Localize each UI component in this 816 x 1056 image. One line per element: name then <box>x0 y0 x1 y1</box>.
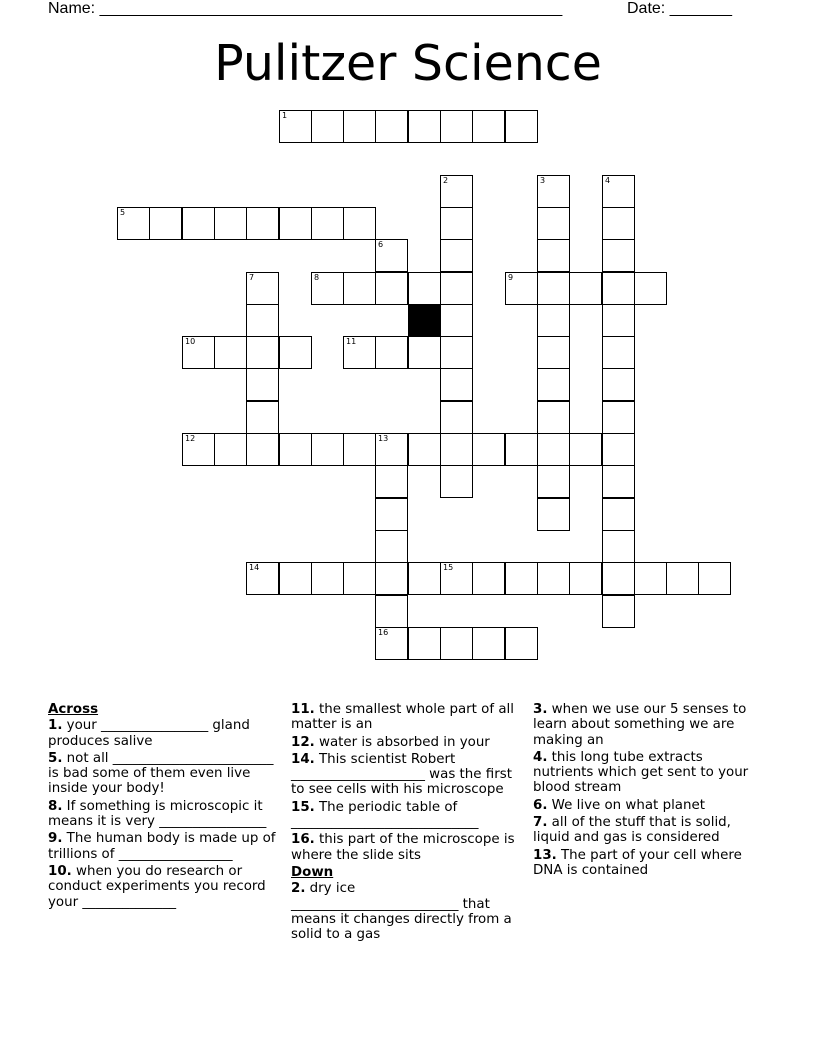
across-heading: Across <box>48 702 99 717</box>
clue-down-13: 13. The part of your cell where DNA is contained <box>533 847 742 878</box>
grid-cell[interactable] <box>440 401 473 434</box>
grid-cell[interactable] <box>246 368 279 401</box>
grid-cell[interactable] <box>182 336 215 369</box>
grid-cell[interactable] <box>602 595 635 628</box>
clue-number: 8 <box>314 273 320 282</box>
grid-cell[interactable] <box>602 207 635 240</box>
grid-cell[interactable] <box>343 110 376 143</box>
clue-down-3: 3. when we use our 5 senses to learn about something we are making an <box>533 702 747 748</box>
clue-number: 9 <box>508 273 514 282</box>
grid-cell[interactable] <box>505 627 538 660</box>
grid-cell[interactable] <box>602 433 635 466</box>
grid-cell[interactable] <box>505 433 538 466</box>
grid-cell[interactable] <box>408 110 441 143</box>
grid-cell[interactable] <box>375 530 408 563</box>
grid-cell[interactable] <box>602 562 635 595</box>
grid-cell[interactable] <box>505 562 538 595</box>
clue-down-6: 6. We live on what planet <box>533 797 705 813</box>
grid-cell[interactable] <box>311 562 344 595</box>
grid-cell[interactable] <box>472 562 505 595</box>
grid-cell[interactable] <box>537 239 570 272</box>
grid-cell[interactable] <box>214 336 247 369</box>
grid-cell[interactable] <box>214 433 247 466</box>
grid-cell[interactable] <box>408 336 441 369</box>
grid-cell[interactable] <box>537 304 570 337</box>
grid-cell[interactable] <box>440 433 473 466</box>
grid-cell[interactable] <box>505 110 538 143</box>
grid-cell[interactable] <box>602 530 635 563</box>
clue-down-4: 4. this long tube extracts nutrients which get sent to your blood stream <box>533 749 749 796</box>
black-cell <box>408 304 441 337</box>
grid-cell[interactable] <box>472 110 505 143</box>
clue-across-8: 8. If something is microscopic it means it is very ________________ <box>48 798 267 830</box>
clue-number: 3 <box>540 176 546 185</box>
grid-cell[interactable] <box>537 272 570 305</box>
grid-cell[interactable] <box>537 465 570 498</box>
grid-cell[interactable] <box>440 207 473 240</box>
grid-cell[interactable] <box>375 433 408 466</box>
grid-cell[interactable] <box>698 562 731 595</box>
grid-cell[interactable] <box>569 272 602 305</box>
grid-cell[interactable] <box>279 207 312 240</box>
grid-cell[interactable] <box>375 336 408 369</box>
grid-cell[interactable] <box>472 433 505 466</box>
clue-across-10: 10. when you do research or conduct experiments you record your ______________ <box>48 863 266 910</box>
grid-cell[interactable] <box>343 207 376 240</box>
grid-cell[interactable] <box>375 627 408 660</box>
grid-cell[interactable] <box>343 336 376 369</box>
grid-cell[interactable] <box>602 465 635 498</box>
grid-cell[interactable] <box>408 627 441 660</box>
clue-number: 1 <box>282 111 288 120</box>
clues-column-3 <box>533 702 763 880</box>
grid-cell[interactable] <box>602 368 635 401</box>
grid-cell[interactable] <box>311 433 344 466</box>
grid-cell[interactable] <box>666 562 699 595</box>
grid-cell[interactable] <box>472 627 505 660</box>
page-title: Pulitzer Science <box>214 35 602 92</box>
grid-cell[interactable] <box>602 304 635 337</box>
clue-across-15: 15. The periodic table of ____________________________ <box>291 799 479 831</box>
grid-cell[interactable] <box>569 433 602 466</box>
grid-cell[interactable] <box>311 110 344 143</box>
grid-cell[interactable] <box>634 272 667 305</box>
grid-cell[interactable] <box>246 304 279 337</box>
grid-cell[interactable] <box>408 433 441 466</box>
clue-number: 12 <box>185 434 196 443</box>
grid-cell[interactable] <box>602 272 635 305</box>
grid-cell[interactable] <box>634 562 667 595</box>
grid-cell[interactable] <box>246 272 279 305</box>
grid-cell[interactable] <box>375 239 408 272</box>
grid-cell[interactable] <box>246 562 279 595</box>
grid-cell[interactable] <box>311 272 344 305</box>
grid-cell[interactable] <box>537 207 570 240</box>
grid-cell[interactable] <box>279 433 312 466</box>
grid-cell[interactable] <box>182 433 215 466</box>
down-heading: Down <box>291 864 334 880</box>
grid-cell[interactable] <box>602 239 635 272</box>
clues-column-2 <box>291 702 521 944</box>
grid-cell[interactable] <box>375 562 408 595</box>
clue-number: 4 <box>605 176 611 185</box>
grid-cell[interactable] <box>375 595 408 628</box>
grid-cell[interactable] <box>537 498 570 531</box>
grid-cell[interactable] <box>117 207 150 240</box>
grid-cell[interactable] <box>408 272 441 305</box>
grid-cell[interactable] <box>182 207 215 240</box>
clues-column-1 <box>48 702 276 912</box>
grid-cell[interactable] <box>602 336 635 369</box>
grid-cell[interactable] <box>279 562 312 595</box>
grid-cell[interactable] <box>440 627 473 660</box>
grid-cell[interactable] <box>569 562 602 595</box>
grid-cell[interactable] <box>214 207 247 240</box>
grid-cell[interactable] <box>602 498 635 531</box>
grid-cell[interactable] <box>279 336 312 369</box>
grid-cell[interactable] <box>440 304 473 337</box>
grid-cell[interactable] <box>537 401 570 434</box>
grid-cell[interactable] <box>537 336 570 369</box>
grid-cell[interactable] <box>440 465 473 498</box>
grid-cell[interactable] <box>246 336 279 369</box>
grid-cell[interactable] <box>440 336 473 369</box>
clue-down-7: 7. all of the stuff that is solid, liquid and gas is considered <box>533 815 731 846</box>
grid-cell[interactable] <box>375 465 408 498</box>
clue-across-9: 9. The human body is made up of trillions of _________________ <box>48 831 276 862</box>
grid-cell[interactable] <box>440 175 473 208</box>
clue-across-1: 1. your ________________ gland produces salive <box>48 718 250 749</box>
grid-cell[interactable] <box>279 110 312 143</box>
clue-number: 13 <box>378 434 389 443</box>
clue-number: 7 <box>249 273 255 282</box>
grid-cell[interactable] <box>149 207 182 240</box>
grid-cell[interactable] <box>246 433 279 466</box>
grid-cell[interactable] <box>505 272 538 305</box>
grid-cell[interactable] <box>343 272 376 305</box>
clue-number: 6 <box>378 240 384 249</box>
clue-across-5: 5. not all ________________________ is bad some of them even live inside your body! <box>48 750 274 797</box>
grid-cell[interactable] <box>343 562 376 595</box>
clue-across-11: 11. the smallest whole part of all matter is an <box>291 702 514 733</box>
clue-number: 15 <box>443 563 454 572</box>
grid-cell[interactable] <box>537 175 570 208</box>
grid-cell[interactable] <box>311 207 344 240</box>
clue-across-12: 12. water is absorbed in your <box>291 734 490 750</box>
clue-number: 10 <box>185 337 196 346</box>
clue-across-16: 16. this part of the microscope is where the slide sits <box>291 832 515 863</box>
clue-across-14: 14. This scientist Robert ____________________ was the first to see cells with his microscope <box>291 751 512 798</box>
grid-cell[interactable] <box>440 239 473 272</box>
clue-down-2: 2. dry ice _________________________ that means it changes directly from a solid to a gas <box>291 881 512 943</box>
clue-number: 5 <box>120 208 126 217</box>
clue-number: 16 <box>378 628 389 637</box>
grid-cell[interactable] <box>537 433 570 466</box>
grid-cell[interactable] <box>602 175 635 208</box>
grid-cell[interactable] <box>246 207 279 240</box>
grid-cell[interactable] <box>440 272 473 305</box>
grid-cell[interactable] <box>440 110 473 143</box>
grid-cell[interactable] <box>602 401 635 434</box>
clue-number: 2 <box>443 176 449 185</box>
grid-cell[interactable] <box>375 498 408 531</box>
date-field[interactable]: Date: _______ <box>627 0 732 17</box>
grid-cell[interactable] <box>375 272 408 305</box>
clue-number: 14 <box>249 563 260 572</box>
grid-cell[interactable] <box>537 562 570 595</box>
clue-number: 11 <box>346 337 357 346</box>
grid-cell[interactable] <box>343 433 376 466</box>
grid-cell[interactable] <box>246 401 279 434</box>
grid-cell[interactable] <box>440 368 473 401</box>
grid-cell[interactable] <box>440 562 473 595</box>
name-field[interactable]: Name: ____________________________________________________ <box>48 0 563 17</box>
grid-cell[interactable] <box>537 368 570 401</box>
grid-cell[interactable] <box>375 110 408 143</box>
grid-cell[interactable] <box>408 562 441 595</box>
